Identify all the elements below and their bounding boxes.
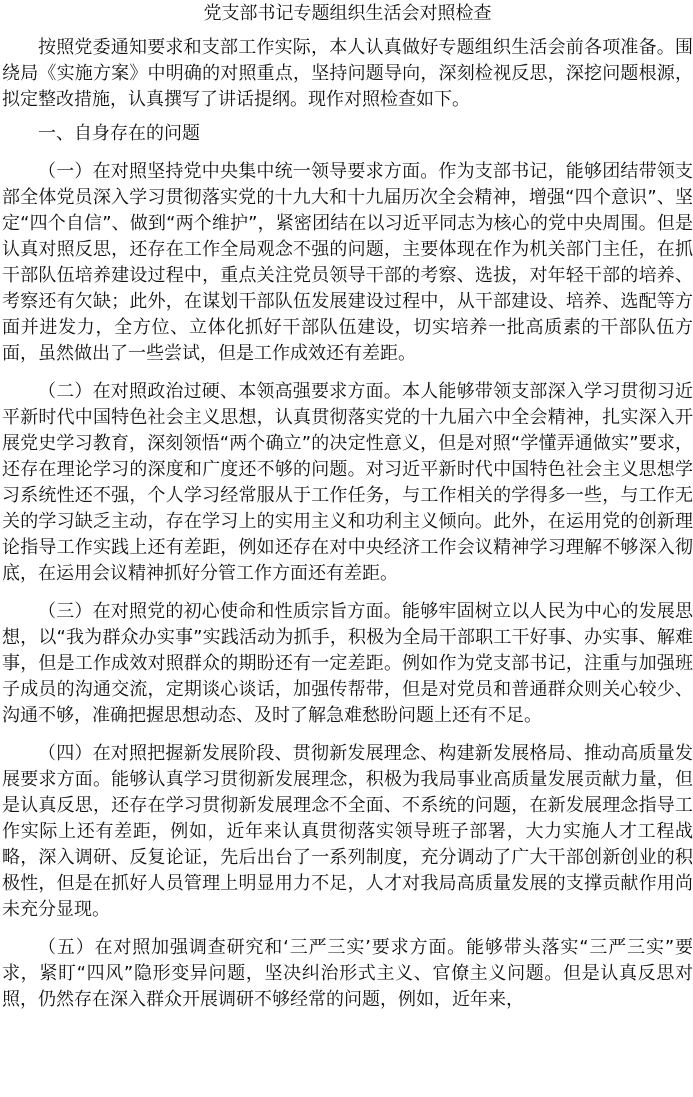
issue-paragraph-3: （三）在对照党的初心使命和性质宗旨方面。能够牢固树立以人民为中心的发展思想，以“我为群众办实事”实践活动为抓手，积极为全局干部职工干好事、办实事、解难事，但是工作成效对照群众的期盼还有一定差距。例如作为党支部书记，注重与加强班子成员的沟通交流，定期谈心谈话，加强传帮带，但是对党员和普通群众则关心较少、沟通不够，准确把握思想动态、及时了解急难愁盼问题上还有不足。: [2, 601, 693, 726]
issue-paragraph-4: （四）在对照把握新发展阶段、贯彻新发展理念、构建新发展格局、推动高质量发展要求方面。能够认真学习贯彻新发展理念，积极为我局事业高质量发展贡献力量，但是认真反思，还存在学习贯彻新发展理念不全面、不系统的问题，在新发展理念指导工作实际上还有差距，例如，近年来认真贯彻落实领导班子部署，大力实施人才工程战略，深入调研、反复论证，先后出台了一系列制度，充分调动了广大干部创新创业的积极性，但是在抓好人员管理上明显用力不足，人才对我局高质量发展的支撑贡献作用尚未充分显现。: [2, 743, 693, 920]
issue-paragraph-2: （二）在对照政治过硬、本领高强要求方面。本人能够带领支部深入学习贯彻习近平新时代中国特色社会主义思想，认真贯彻落实党的十九届六中全会精神，扎实深入开展党史学习教育，深刻领悟“两个确立”的决定性意义，但是对照“学懂弄通做实”要求，还存在理论学习的深度和广度还不够的问题。对习近平新时代中国特色社会主义思想学习系统性还不强，个人学习经常服从于工作任务，与工作相关的学得多一些，与工作无关的学习缺乏主动，存在学习上的实用主义和功利主义倾向。此外，在运用党的创新理论指导工作实践上还有差距，例如还存在对中央经济工作会议精神学习理解不够深入彻底，在运用会议精神抓好分管工作方面还有差距。: [2, 381, 693, 584]
issue-paragraph-5: （五）在对照加强调查研究和‘三严三实’要求方面。能够带头落实“三严三实”要求，紧盯“四风”隐形变异问题，坚决纠治形式主义、官僚主义问题。但是认真反思对照，仍然存在深入群众开展调研不够经常的问题，例如，近年来，: [2, 937, 693, 1010]
document-title: 党支部书记专题组织生活会对照检查: [203, 3, 492, 24]
section-heading: 一、自身存在的问题: [38, 123, 200, 144]
intro-paragraph: 按照党委通知要求和支部工作实际，本人认真做好专题组织生活会前各项准备。围绕局《实施方案》中明确的对照重点，坚持问题导向，深刻检视反思，深挖问题根源，拟定整改措施，认真撰写了讲话提纲。现作对照检查如下。: [2, 37, 693, 110]
issue-paragraph-1: （一）在对照坚持党中央集中统一领导要求方面。作为支部书记，能够团结带领支部全体党员深入学习贯彻落实党的十九大和十九届历次全会精神，增强“四个意识”、坚定“四个自信”、做到“两个维护”，紧密团结在以习近平同志为核心的党中央周围。但是认真对照反思，还存在工作全局观念不强的问题，主要体现在作为机关部门主任，在抓干部队伍培养建设过程中，重点关注党员领导干部的考察、选拔，对年轻干部的培养、考察还有欠缺；此外，在谋划干部队伍发展建设过程中，从干部建设、培养、选配等方面并进发力，全方位、立体化抓好干部队伍建设，切实培养一批高质素的干部队伍方面，虽然做出了一些尝试，但是工作成效还有差距。: [2, 161, 693, 364]
